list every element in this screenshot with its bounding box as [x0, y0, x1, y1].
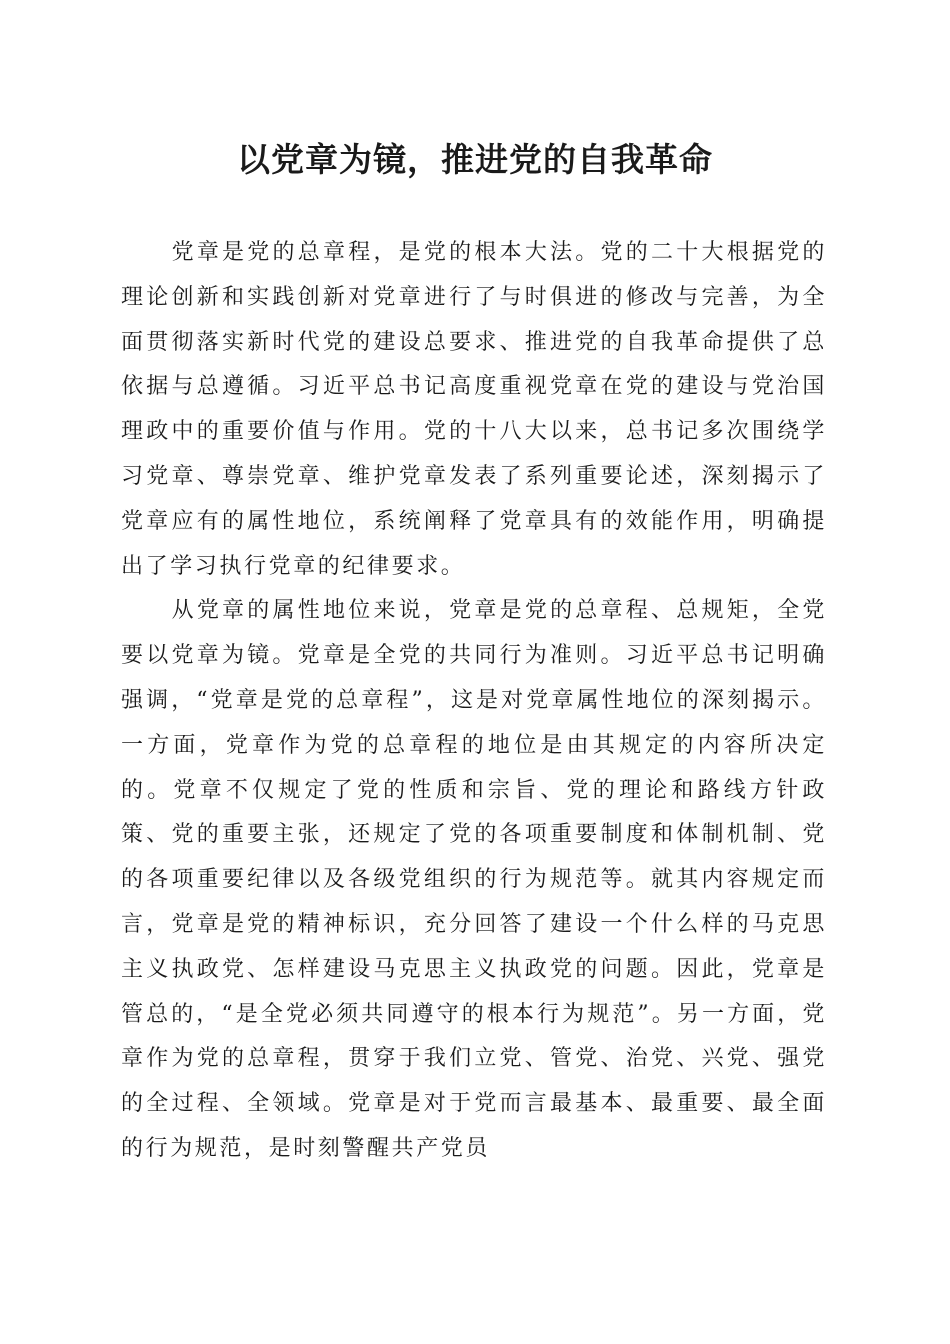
document-body — [121, 231, 827, 1172]
body-paragraph-2: 从党章的属性地位来说，党章是党的总章程、总规矩，全党要以党章为镜。党章是全党的共同行为准则。习近平总书记明确强调，“党章是党的总章程”，这是对党章属性地位的深刻揭示。一方面，党章作为党的总章程的地位是由其规定的内容所决定的。党章不仅规定了党的性质和宗旨、党的理论和路线方针政策、党的重要主张，还规定了党的各项重要制度和体制机制、党的各项重要纪律以及各级党组织的行为规范等。就其内容规定而言，党章是党的精神标识，充分回答了建设一个什么样的马克思主义执政党、怎样建设马克思主义执政党的问题。因此，党章是管总的，“是全党必须共同遵守的根本行为规范”。另一方面，党章作为党的总章程，贯穿于我们立党、管党、治党、兴党、强党的全过程、全领域。党章是对于党而言最基本、最重要、最全面的行为规范，是时刻警醒共产党员 — [121, 598, 827, 1161]
body-paragraph-1: 党章是党的总章程，是党的根本大法。党的二十大根据党的理论创新和实践创新对党章进行了与时俱进的修改与完善，为全面贯彻落实新时代党的建设总要求、推进党的自我革命提供了总依据与总遵循。习近平总书记高度重视党章在党的建设与党治国理政中的重要价值与作用。党的十八大以来，总书记多次围绕学习党章、尊崇党章、维护党章发表了系列重要论述，深刻揭示了党章应有的属性地位，系统阐释了党章具有的效能作用，明确提出了学习执行党章的纪律要求。 — [121, 240, 827, 579]
document-title: 以党章为镜，推进党的自我革命 — [237, 140, 713, 179]
